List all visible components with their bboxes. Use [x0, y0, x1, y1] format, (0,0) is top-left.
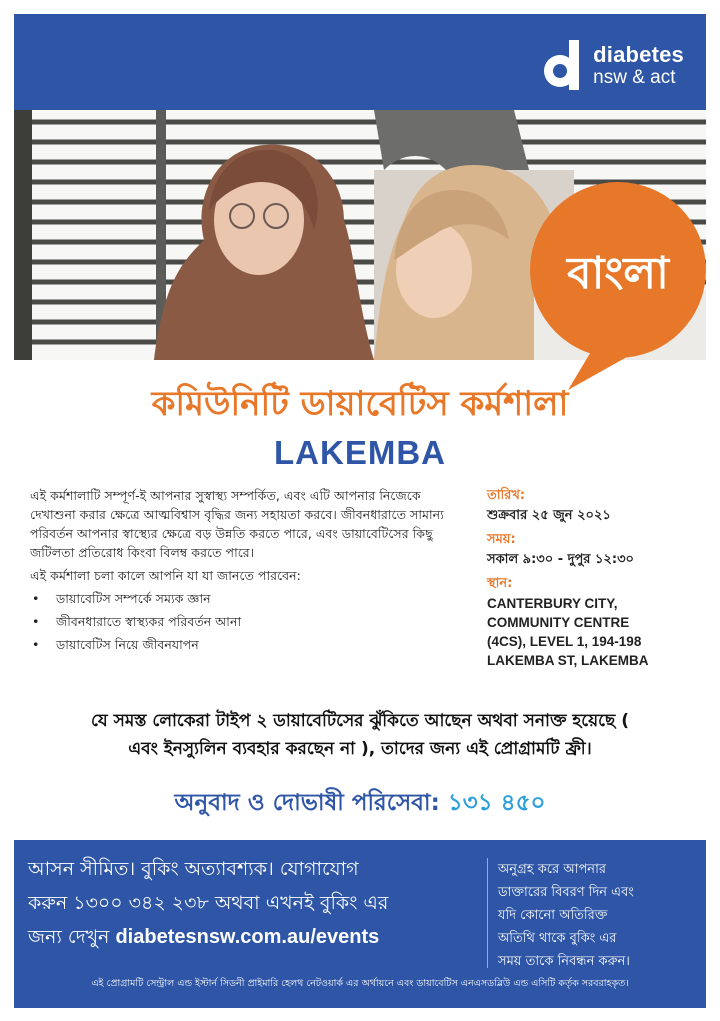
workshop-location: LAKEMBA — [274, 434, 446, 471]
header-band — [14, 14, 706, 110]
logo-line2: nsw & act — [593, 66, 676, 88]
translation-phone[interactable]: ১৩১ ৪৫০ — [447, 790, 546, 816]
booking-url-link[interactable]: diabetesnsw.com.au/events — [115, 926, 380, 948]
booking-line-prefix: জন্য দেখুন — [28, 926, 110, 948]
eligibility-notice — [20, 707, 700, 763]
doctor-details-note — [498, 858, 698, 973]
note-line: অতিথি থাকে বুকিং এর — [498, 931, 617, 946]
venue-line: (4CS), LEVEL 1, 194-198 — [487, 634, 642, 649]
note-line: ডাক্তারের বিবরণ দিন এবং — [498, 885, 634, 900]
funding-note: এই প্রোগ্রামটি সেন্ট্রাল এন্ড ইস্টার্ন সিডনী প্রাইমারি হেলথ নেটওয়ার্ক এর অর্থায়নে এবং ডায়াবেটিস এনএসডব্লিউ এন্ড এসিটি কর্তৃক সরবরাহকৃত। — [91, 978, 629, 989]
list-item: • জীবনধারাতে স্বাস্থ্যকর পরিবর্তন আনা — [30, 612, 470, 631]
diabetes-nsw-act-logo — [541, 40, 684, 90]
time-label: সময়: — [487, 532, 516, 547]
intro-section — [30, 486, 470, 658]
note-line: অনুগ্রহ করে আপনার — [498, 862, 606, 877]
footer-band — [14, 840, 706, 1008]
intro-paragraph: এই কর্মশালাটি সম্পূর্ণ-ই আপনার সুস্বাস্থ্য সম্পর্কিত, এবং এটি আপনার নিজেকে দেখাশুনা করার ক্ষেত্রে আত্মবিশ্বাস বৃদ্ধির জন্য সহায়তা করবে। জীবনধারাতে সামান্য পরিবর্তন আপনার স্বাস্থ্যের ক্ষেত্রে বড় উন্নতি করতে পারে, এবং ডায়াবেটিসের কিছু জটিলতা প্রতিরোধ কিংবা বিলম্ব করতে পারে। — [30, 488, 444, 560]
learn-intro: এই কর্মশালা চলা কালে আপনি যা যা জানতে পারবেন: — [30, 568, 301, 583]
note-line: সময় তাকে নিবন্ধন করুন। — [498, 954, 630, 969]
venue-line: COMMUNITY CENTRE — [487, 615, 630, 630]
venue-line: LAKEMBA ST, LAKEMBA — [487, 653, 649, 668]
venue-line: CANTERBURY CITY, — [487, 596, 618, 611]
translation-label: অনুবাদ ও দোভাষী পরিসেবা: — [174, 790, 440, 816]
booking-line: আসন সীমিত। বুকিং অত্যাবশ্যক। যোগাযোগ — [28, 858, 359, 880]
language-speech-bubble — [528, 180, 708, 390]
footer-divider — [487, 858, 488, 968]
learning-list — [30, 589, 470, 654]
eligibility-line: যে সমস্ত লোকেরা টাইপ ২ ডায়াবেটিসের ঝুঁকিতে আছেন অথবা সনাক্ত হয়েছে ( — [91, 711, 629, 731]
date-label: তারিখ: — [487, 488, 526, 503]
note-line: যদি কোনো অতিরিক্ত — [498, 908, 608, 923]
workshop-title: কমিউনিটি ডায়াবেটিস কর্মশালা — [151, 384, 569, 424]
language-label: বাংলা — [567, 248, 669, 299]
eligibility-line: এবং ইনস্যুলিন ব্যবহার করছেন না ), তাদের জন্য এই প্রোগ্রামটি ফ্রী। — [128, 739, 592, 759]
logo-line1: diabetes — [593, 41, 684, 67]
booking-info — [28, 852, 488, 954]
date-value: শুক্রবার ২৫ জুন ২০২১ — [487, 508, 611, 523]
translation-service — [0, 784, 720, 823]
list-item: • ডায়াবেটিস নিয়ে জীবনযাপন — [30, 635, 470, 654]
venue-label: স্থান: — [487, 576, 513, 591]
list-item: • ডায়াবেটিস সম্পর্কে সম্যক জ্ঞান — [30, 589, 470, 608]
event-details — [487, 486, 707, 670]
venue-address — [487, 594, 707, 670]
logo-d-icon — [541, 40, 585, 90]
time-value: সকাল ৯:৩০ - দুপুর ১২:৩০ — [487, 552, 634, 567]
booking-line: করুন ১৩০০ ৩৪২ ২৩৮ অথবা এখনই বুকিং এর — [28, 892, 389, 914]
